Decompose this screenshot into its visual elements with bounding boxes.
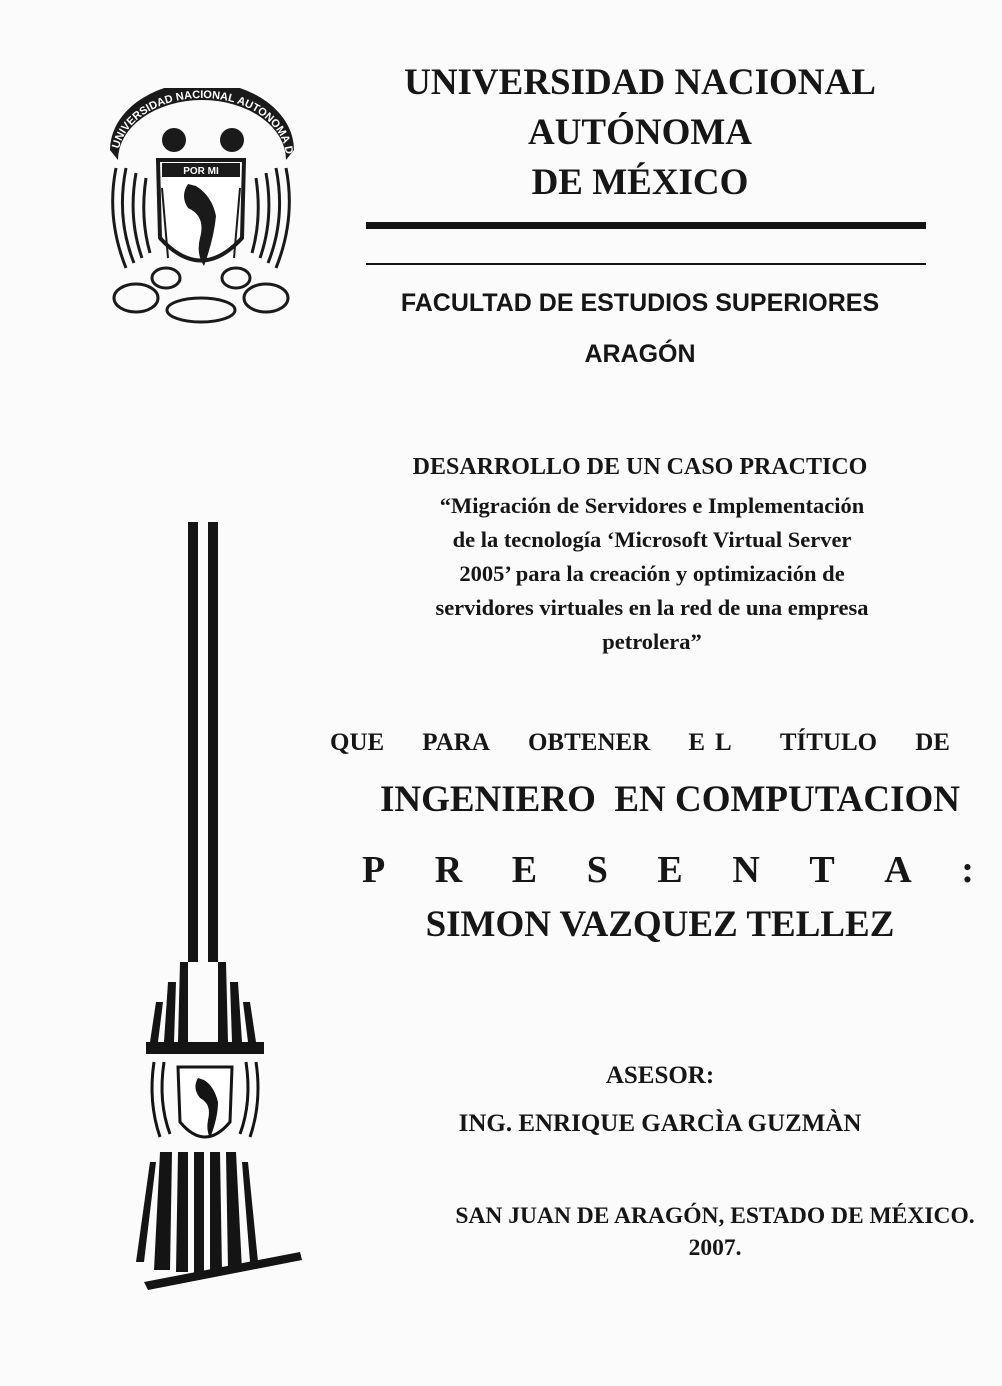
presenta-line <box>362 848 974 892</box>
fes-aragon-logo-icon <box>130 522 310 1317</box>
university-name-line-3: DE MÉXICO <box>531 162 749 203</box>
unam-crest-icon <box>96 88 306 338</box>
advisor-name: ING. ENRIQUE GARCÌA GUZMÀN <box>458 1110 862 1137</box>
faculty-line-1: FACULTAD DE ESTUDIOS SUPERIORES <box>400 289 880 317</box>
case-heading: DESARROLLO DE UN CASO PRACTICO <box>412 454 868 480</box>
degree-title: INGENIERO EN COMPUTACION <box>379 779 961 820</box>
place-line: SAN JUAN DE ARAGÓN, ESTADO DE MÉXICO. <box>455 1203 975 1229</box>
place-and-date <box>420 1200 1002 1264</box>
obtain-word: TÍTULO <box>779 729 878 756</box>
presenta-letter: T <box>809 849 835 891</box>
obtain-word: OBTENER <box>527 729 651 756</box>
presenta-letter: E <box>511 849 538 891</box>
obtain-title-line <box>330 726 950 760</box>
presenta-letter: P <box>362 849 386 891</box>
thesis-title <box>372 489 932 659</box>
heading-rule-thin <box>366 263 926 265</box>
obtain-word: QUE <box>330 729 385 756</box>
presenta-letter: S <box>586 849 608 891</box>
faculty-line-2: ARAGÓN <box>584 340 696 368</box>
faculty-name <box>360 290 920 367</box>
advisor-label: ASESOR: <box>605 1062 715 1089</box>
university-name-line-1: UNIVERSIDAD NACIONAL <box>404 62 876 103</box>
thesis-title-line-1: “Migración de Servidores e Implementación <box>439 493 865 518</box>
presenta-letter: N <box>732 849 760 891</box>
thesis-title-line-5: petrolera” <box>602 629 702 654</box>
presenta-letter: E <box>657 849 683 891</box>
obtain-word: DE <box>915 729 950 756</box>
crest-ring-text: UNIVERSIDAD NACIONAL AUTONOMA D <box>110 88 295 156</box>
presenta-letter: : <box>961 849 974 891</box>
presenta-letter: A <box>884 849 912 891</box>
year-line: 2007. <box>688 1235 742 1261</box>
presenta-letter: R <box>434 849 463 891</box>
thesis-title-line-4: servidores virtuales en la red de una empresa <box>435 595 869 620</box>
university-name <box>360 58 920 208</box>
thesis-title-line-3: 2005’ para la creación y optimización de <box>459 561 845 586</box>
thesis-title-line-2: de la tecnología ‘Microsoft Virtual Server <box>452 527 852 552</box>
obtain-word: EL <box>688 729 742 756</box>
author-name: SIMON VAZQUEZ TELLEZ <box>425 904 895 945</box>
svg-text:POR MI: POR MI <box>183 166 219 177</box>
heading-rule-thick <box>366 222 926 229</box>
obtain-word: PARA <box>422 729 490 756</box>
university-name-line-2: AUTÓNOMA <box>527 112 753 153</box>
